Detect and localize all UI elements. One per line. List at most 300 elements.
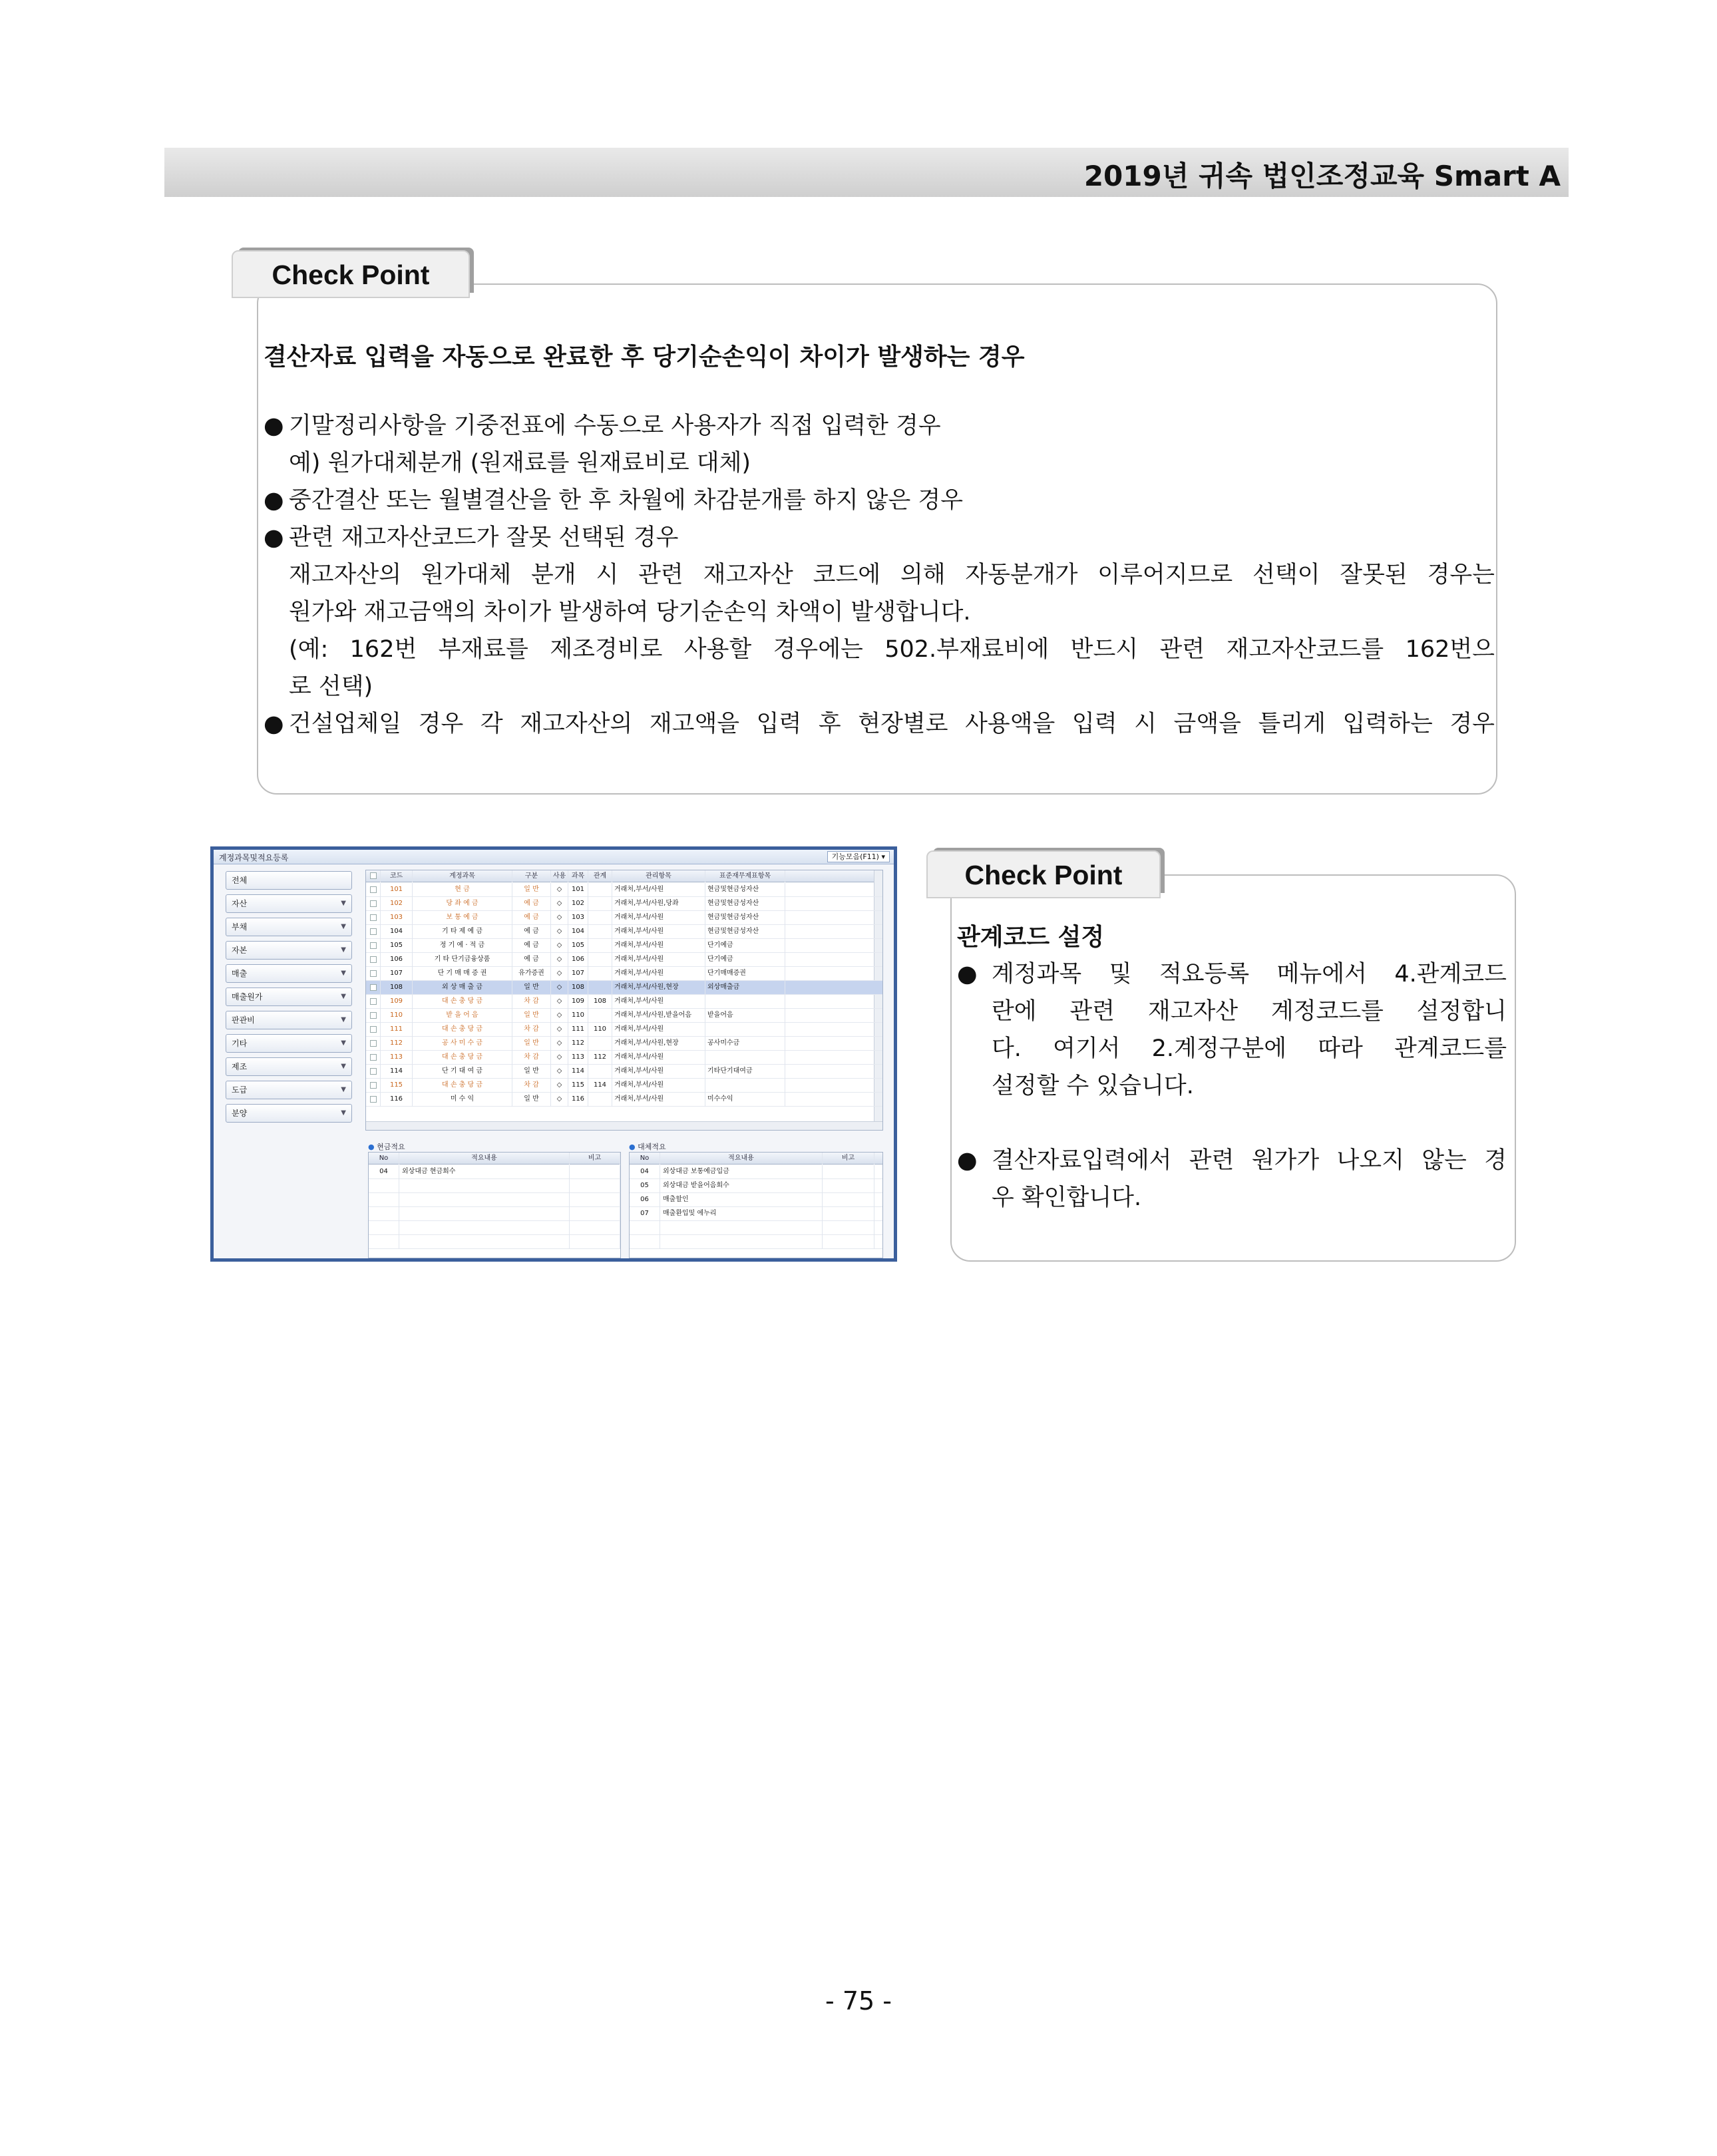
table-row[interactable] <box>366 1037 882 1051</box>
cell-name: 현 금 <box>413 883 512 897</box>
cell-kind: 차 감 <box>512 995 551 1009</box>
cell-rel <box>588 911 612 925</box>
checkpoint-tab-label: Check Point <box>964 860 1123 890</box>
cell-name: 대 손 충 당 금 <box>413 1023 512 1037</box>
list-item <box>264 705 1495 743</box>
cell-mgmt: 거래처,부서/사원 <box>612 967 705 981</box>
cell-kind: 예 금 <box>512 939 551 953</box>
sidebar-item[interactable] <box>226 871 352 890</box>
cell-mgmt: 거래처,부서/사원 <box>612 911 705 925</box>
bullet-icon: ● <box>264 413 284 439</box>
cell-note <box>570 1193 620 1207</box>
list-item-sub: 재고자산의 원가대체 분개 시 관련 재고자산 코드에 의해 자동분개가 이루어지므로 선택이 잘못된 경우는 <box>289 562 1495 588</box>
row-checkbox[interactable] <box>366 1023 381 1037</box>
table-row[interactable] <box>366 897 882 911</box>
cell-note <box>823 1193 874 1207</box>
cell-std: 현금및현금성자산 <box>705 925 785 939</box>
cell-kind: 예 금 <box>512 925 551 939</box>
column-header: No <box>369 1153 399 1165</box>
cell-note <box>823 1235 874 1249</box>
cell-use: ◇ <box>551 1009 568 1023</box>
table-row[interactable] <box>630 1179 882 1193</box>
cell-note <box>823 1165 874 1179</box>
chevron-down-icon: ▼ <box>341 970 346 977</box>
table-row[interactable] <box>366 1079 882 1093</box>
cash-memo-label: ● 현금적요 <box>368 1143 405 1151</box>
cell-note <box>823 1221 874 1235</box>
cell-mgmt: 거래처,부서/사원,현장 <box>612 981 705 995</box>
checkpoint-tab-2 <box>926 850 1161 898</box>
cell-note <box>570 1221 620 1235</box>
chevron-down-icon: ▼ <box>341 946 346 954</box>
table-row[interactable] <box>369 1207 620 1221</box>
cell-rel <box>588 1065 612 1079</box>
checkpoint-list-1 <box>264 407 1495 743</box>
list-item-text: 중간결산 또는 월별결산을 한 후 차월에 차감분개를 하지 않은 경우 <box>289 487 964 514</box>
cell-text: 외상대금 받을어음회수 <box>660 1179 823 1193</box>
column-header: 코드 <box>381 870 413 882</box>
sidebar-item-label: 기타 <box>232 1039 248 1048</box>
cell-subj: 108 <box>568 981 588 995</box>
cell-rel <box>588 925 612 939</box>
cell-name: 대 손 충 당 금 <box>413 1051 512 1065</box>
cell-std <box>705 1079 785 1093</box>
cell-rel <box>588 939 612 953</box>
cell-subj: 105 <box>568 939 588 953</box>
cell-subj: 107 <box>568 967 588 981</box>
table-row[interactable] <box>366 883 882 897</box>
column-header: 적요내용 <box>660 1153 823 1165</box>
list-item-sub: (예: 162번 부재료를 제조경비로 사용할 경우에는 502.부재료비에 반드시 관련 재고자산코드를 162번으 <box>289 636 1495 663</box>
cell-std <box>705 995 785 1009</box>
table-row[interactable] <box>366 1009 882 1023</box>
cell-std: 받을어음 <box>705 1009 785 1023</box>
cell-name: 외 상 매 출 금 <box>413 981 512 995</box>
chevron-down-icon: ▼ <box>341 1063 346 1070</box>
cell-kind: 일 반 <box>512 883 551 897</box>
cell-code: 111 <box>381 1023 413 1037</box>
cell-std: 미수수익 <box>705 1093 785 1107</box>
cell-text <box>660 1235 823 1249</box>
cell-code: 116 <box>381 1093 413 1107</box>
cell-use: ◇ <box>551 967 568 981</box>
cell-code: 104 <box>381 925 413 939</box>
sidebar-item[interactable] <box>226 964 352 983</box>
cell-name: 단 기 대 여 금 <box>413 1065 512 1079</box>
cell-code: 113 <box>381 1051 413 1065</box>
row-checkbox[interactable] <box>366 981 381 995</box>
row-checkbox[interactable] <box>366 1079 381 1093</box>
cell-std: 외상매출금 <box>705 981 785 995</box>
row-checkbox[interactable] <box>366 925 381 939</box>
column-header: 관계 <box>588 870 612 882</box>
cell-use: ◇ <box>551 995 568 1009</box>
cell-name: 기 타 제 예 금 <box>413 925 512 939</box>
grid-header <box>369 1153 620 1165</box>
table-row[interactable] <box>366 1093 882 1107</box>
account-grid <box>365 870 883 1131</box>
checkpoint-list-2 <box>957 956 1507 1216</box>
cell-name: 공 사 미 수 금 <box>413 1037 512 1051</box>
cell-kind: 차 감 <box>512 1023 551 1037</box>
cell-text <box>660 1221 823 1235</box>
cell-name: 보 통 예 금 <box>413 911 512 925</box>
cell-mgmt: 거래처,부서/사원 <box>612 1079 705 1093</box>
column-header: 비고 <box>823 1153 874 1165</box>
cell-no: 06 <box>630 1193 660 1207</box>
column-header: No <box>630 1153 660 1165</box>
list-item-line: 설정할 수 있습니다. <box>992 1073 1194 1099</box>
function-menu-button[interactable]: 기능모음(F11) ▾ <box>827 851 890 862</box>
cell-text <box>399 1221 570 1235</box>
horizontal-scrollbar[interactable] <box>366 1121 882 1130</box>
cell-kind: 차 감 <box>512 1051 551 1065</box>
sidebar-item-label: 부채 <box>232 922 248 932</box>
row-checkbox[interactable] <box>366 1065 381 1079</box>
cell-kind: 일 반 <box>512 1065 551 1079</box>
cell-std: 기타단기대여금 <box>705 1065 785 1079</box>
cell-mgmt: 거래처,부서/사원 <box>612 883 705 897</box>
cell-std: 현금및현금성자산 <box>705 911 785 925</box>
cell-no <box>369 1207 399 1221</box>
table-row[interactable] <box>366 967 882 981</box>
table-row[interactable] <box>366 925 882 939</box>
cell-text: 외상대금 보통예금입금 <box>660 1165 823 1179</box>
cell-no: 07 <box>630 1207 660 1221</box>
cell-mgmt: 거래처,부서/사원 <box>612 953 705 967</box>
sidebar-item-label: 자본 <box>232 946 248 955</box>
sidebar-item-label: 매출 <box>232 969 248 978</box>
cell-kind: 예 금 <box>512 953 551 967</box>
checkpoint-title-1: 결산자료 입력을 자동으로 완료한 후 당기순손익이 차이가 발생하는 경우 <box>264 343 1025 371</box>
cell-code: 114 <box>381 1065 413 1079</box>
cell-code: 109 <box>381 995 413 1009</box>
bullet-icon: ● <box>264 487 284 514</box>
cell-subj: 109 <box>568 995 588 1009</box>
cell-mgmt: 거래처,부서/사원 <box>612 1051 705 1065</box>
cell-subj: 111 <box>568 1023 588 1037</box>
cell-mgmt: 거래처,부서/사원,받을어음 <box>612 1009 705 1023</box>
column-header: 과목 <box>568 870 588 882</box>
cell-no: 05 <box>630 1179 660 1193</box>
cell-rel: 112 <box>588 1051 612 1065</box>
cell-mgmt: 거래처,부서/사원 <box>612 995 705 1009</box>
cell-use: ◇ <box>551 953 568 967</box>
cell-use: ◇ <box>551 925 568 939</box>
cell-use: ◇ <box>551 1093 568 1107</box>
cell-code: 115 <box>381 1079 413 1093</box>
cell-name: 대 손 충 당 금 <box>413 995 512 1009</box>
cell-use: ◇ <box>551 1037 568 1051</box>
cell-name: 기 타 단기금융상품 <box>413 953 512 967</box>
window-titlebar <box>214 850 894 864</box>
sidebar-item[interactable] <box>226 1011 352 1029</box>
chevron-down-icon: ▼ <box>341 1086 346 1093</box>
column-header: 적요내용 <box>399 1153 570 1165</box>
row-checkbox[interactable] <box>366 1051 381 1065</box>
cell-mgmt: 거래처,부서/사원 <box>612 1023 705 1037</box>
bullet-icon: ● <box>957 1147 978 1174</box>
cell-rel <box>588 1037 612 1051</box>
sidebar-item[interactable] <box>226 894 352 913</box>
chevron-down-icon: ▼ <box>341 1039 346 1047</box>
cell-rel <box>588 883 612 897</box>
chevron-down-icon: ▼ <box>341 993 346 1000</box>
cell-subj: 110 <box>568 1009 588 1023</box>
cell-mgmt: 거래처,부서/사원,현장 <box>612 1037 705 1051</box>
sidebar-item-label: 전체 <box>232 876 248 885</box>
category-sidebar <box>226 871 352 1127</box>
cell-subj: 115 <box>568 1079 588 1093</box>
cell-subj: 113 <box>568 1051 588 1065</box>
list-item <box>957 956 1507 1105</box>
cell-use: ◇ <box>551 897 568 911</box>
cell-rel <box>588 1009 612 1023</box>
cell-name: 미 수 익 <box>413 1093 512 1107</box>
cell-note <box>570 1165 620 1179</box>
column-header: 비고 <box>570 1153 620 1165</box>
cell-rel <box>588 897 612 911</box>
sidebar-item-label: 도급 <box>232 1085 248 1095</box>
transfer-memo-grid <box>629 1152 883 1258</box>
table-row[interactable] <box>369 1193 620 1207</box>
chevron-down-icon: ▼ <box>341 923 346 930</box>
cell-text <box>399 1193 570 1207</box>
cell-mgmt: 거래처,부서/사원 <box>612 1093 705 1107</box>
cell-rel <box>588 981 612 995</box>
cell-mgmt: 거래처,부서/사원,당좌 <box>612 897 705 911</box>
cell-text: 외상대금 현금회수 <box>399 1165 570 1179</box>
cell-note <box>823 1179 874 1193</box>
cell-no <box>630 1221 660 1235</box>
cell-use: ◇ <box>551 883 568 897</box>
table-row[interactable] <box>366 911 882 925</box>
cell-rel: 114 <box>588 1079 612 1093</box>
table-row[interactable] <box>366 981 882 995</box>
cell-text <box>399 1179 570 1193</box>
cell-std: 단기예금 <box>705 939 785 953</box>
cell-code: 101 <box>381 883 413 897</box>
cell-code: 106 <box>381 953 413 967</box>
transfer-memo-label: ● 대체적요 <box>629 1143 666 1151</box>
cell-subj: 116 <box>568 1093 588 1107</box>
select-all-checkbox[interactable] <box>366 870 381 882</box>
sidebar-item[interactable] <box>226 1034 352 1053</box>
list-item-text: 기말정리사항을 기중전표에 수동으로 사용자가 직접 입력한 경우 <box>289 413 941 439</box>
row-checkbox[interactable] <box>366 995 381 1009</box>
cell-rel <box>588 967 612 981</box>
list-item-line: 란에 관련 재고자산 계정코드를 설정합니 <box>992 998 1507 1025</box>
list-item-sub: 예) 원가대체분개 (원재료를 원재료비로 대체) <box>289 450 751 476</box>
cell-text: 매출할인 <box>660 1193 823 1207</box>
table-row[interactable] <box>369 1221 620 1235</box>
grid-header <box>630 1153 882 1165</box>
cell-name: 정 기 예 · 적 금 <box>413 939 512 953</box>
cell-std: 단기매매증권 <box>705 967 785 981</box>
list-item-line: 우 확인합니다. <box>992 1184 1142 1211</box>
cell-code: 112 <box>381 1037 413 1051</box>
table-row[interactable] <box>369 1165 620 1179</box>
cell-no <box>369 1235 399 1249</box>
sidebar-item-label: 판관비 <box>232 1015 255 1025</box>
row-checkbox[interactable] <box>366 897 381 911</box>
list-item-line: 계정과목 및 적요등록 메뉴에서 4.관계코드 <box>992 961 1507 988</box>
cell-code: 110 <box>381 1009 413 1023</box>
row-checkbox[interactable] <box>366 939 381 953</box>
cell-rel <box>588 953 612 967</box>
cell-name: 받 을 어 음 <box>413 1009 512 1023</box>
cell-name: 당 좌 예 금 <box>413 897 512 911</box>
cell-text <box>399 1207 570 1221</box>
row-checkbox[interactable] <box>366 1009 381 1023</box>
row-checkbox[interactable] <box>366 1037 381 1051</box>
sidebar-item[interactable] <box>226 918 352 936</box>
cell-code: 103 <box>381 911 413 925</box>
cell-note <box>570 1179 620 1193</box>
list-item-line: 결산자료입력에서 관련 원가가 나오지 않는 경 <box>992 1147 1507 1174</box>
cell-name: 단 기 매 매 증 권 <box>413 967 512 981</box>
cell-no <box>630 1235 660 1249</box>
cell-kind: 일 반 <box>512 1093 551 1107</box>
table-row[interactable] <box>366 1023 882 1037</box>
sidebar-item[interactable] <box>226 941 352 960</box>
bullet-icon: ● <box>957 961 978 988</box>
checkpoint-tab-1 <box>232 250 470 298</box>
cell-kind: 차 감 <box>512 1079 551 1093</box>
table-row[interactable] <box>630 1221 882 1235</box>
cell-subj: 106 <box>568 953 588 967</box>
bullet-icon: ● <box>264 524 284 551</box>
sidebar-item[interactable] <box>226 988 352 1006</box>
list-item-text: 건설업체일 경우 각 재고자산의 재고액을 입력 후 현장별로 사용액을 입력 시 금액을 틀리게 입력하는 경우 <box>289 711 1495 737</box>
row-checkbox[interactable] <box>366 967 381 981</box>
header-band <box>164 148 1569 197</box>
sidebar-item[interactable] <box>226 1104 352 1123</box>
row-checkbox[interactable] <box>366 953 381 967</box>
list-item-text: 관련 재고자산코드가 잘못 선택된 경우 <box>289 524 679 551</box>
sidebar-item-label: 자산 <box>232 899 248 908</box>
list-item-sub: 원가와 재고금액의 차이가 발생하여 당기순손익 차액이 발생합니다. <box>289 599 971 626</box>
cell-rel: 110 <box>588 1023 612 1037</box>
cell-use: ◇ <box>551 1051 568 1065</box>
checkpoint-tab-label: Check Point <box>272 260 430 290</box>
list-item-line: 다. 여기서 2.계정구분에 따라 관계코드를 <box>992 1035 1507 1062</box>
cell-kind: 유가증권 <box>512 967 551 981</box>
row-checkbox[interactable] <box>366 883 381 897</box>
cell-note <box>823 1207 874 1221</box>
table-row[interactable] <box>369 1179 620 1193</box>
cell-subj: 114 <box>568 1065 588 1079</box>
row-checkbox[interactable] <box>366 1093 381 1107</box>
column-header: 사용 <box>551 870 568 882</box>
cash-memo-grid <box>368 1152 621 1258</box>
cell-use: ◇ <box>551 1065 568 1079</box>
cell-no <box>369 1179 399 1193</box>
list-item <box>264 482 1495 519</box>
table-row[interactable] <box>366 1051 882 1065</box>
sidebar-item[interactable] <box>226 1057 352 1076</box>
cell-kind: 예 금 <box>512 897 551 911</box>
cell-mgmt: 거래처,부서/사원 <box>612 1065 705 1079</box>
column-header: 표준재무제표항목 <box>705 870 785 882</box>
checkpoint-title-2: 관계코드 설정 <box>957 924 1105 951</box>
cell-name: 대 손 충 당 금 <box>413 1079 512 1093</box>
list-item <box>957 1142 1507 1216</box>
column-header: 구분 <box>512 870 551 882</box>
sidebar-item-label: 매출원가 <box>232 992 263 1001</box>
cell-code: 105 <box>381 939 413 953</box>
table-row[interactable] <box>369 1235 620 1249</box>
cell-std: 현금및현금성자산 <box>705 883 785 897</box>
column-header: 계정과목 <box>413 870 512 882</box>
cell-subj: 103 <box>568 911 588 925</box>
cell-no: 04 <box>630 1165 660 1179</box>
table-row[interactable] <box>630 1207 882 1221</box>
cell-text <box>399 1235 570 1249</box>
cell-mgmt: 거래처,부서/사원 <box>612 939 705 953</box>
cell-code: 102 <box>381 897 413 911</box>
table-row[interactable] <box>366 953 882 967</box>
cell-std: 현금및현금성자산 <box>705 897 785 911</box>
sidebar-item-label: 분양 <box>232 1109 248 1118</box>
cell-subj: 112 <box>568 1037 588 1051</box>
table-row[interactable] <box>630 1235 882 1249</box>
chevron-down-icon: ▼ <box>341 1016 346 1023</box>
table-row[interactable] <box>366 939 882 953</box>
list-item <box>264 407 1495 445</box>
cell-note <box>570 1235 620 1249</box>
cell-no: 04 <box>369 1165 399 1179</box>
cell-use: ◇ <box>551 939 568 953</box>
cell-code: 108 <box>381 981 413 995</box>
table-row[interactable] <box>630 1193 882 1207</box>
cell-kind: 일 반 <box>512 981 551 995</box>
column-header: 관리항목 <box>612 870 705 882</box>
cell-std <box>705 1051 785 1065</box>
table-row[interactable] <box>630 1165 882 1179</box>
cell-text: 매출환입및 에누리 <box>660 1207 823 1221</box>
chevron-down-icon: ▼ <box>341 1109 346 1117</box>
cell-use: ◇ <box>551 911 568 925</box>
cell-subj: 101 <box>568 883 588 897</box>
account-registration-screenshot <box>210 846 897 1262</box>
cell-use: ◇ <box>551 981 568 995</box>
cell-kind: 예 금 <box>512 911 551 925</box>
cell-std <box>705 1023 785 1037</box>
document-title: 2019년 귀속 법인조정교육 Smart A <box>1083 160 1561 192</box>
page-number: - 75 - <box>825 1986 892 2016</box>
cell-no <box>369 1193 399 1207</box>
cell-code: 107 <box>381 967 413 981</box>
window-title: 계정과목및적요등록 <box>219 853 289 862</box>
cell-mgmt: 거래처,부서/사원 <box>612 925 705 939</box>
table-row[interactable] <box>366 1065 882 1079</box>
list-item-sub: 로 선택) <box>289 673 373 700</box>
cell-no <box>369 1221 399 1235</box>
sidebar-item-label: 제조 <box>232 1062 248 1071</box>
cell-subj: 102 <box>568 897 588 911</box>
cell-subj: 104 <box>568 925 588 939</box>
grid-header <box>366 870 882 882</box>
bullet-icon: ● <box>264 711 284 737</box>
row-checkbox[interactable] <box>366 911 381 925</box>
chevron-down-icon: ▼ <box>341 900 346 907</box>
cell-note <box>570 1207 620 1221</box>
cell-rel <box>588 1093 612 1107</box>
table-row[interactable] <box>366 995 882 1009</box>
sidebar-item[interactable] <box>226 1081 352 1099</box>
cell-kind: 일 반 <box>512 1009 551 1023</box>
